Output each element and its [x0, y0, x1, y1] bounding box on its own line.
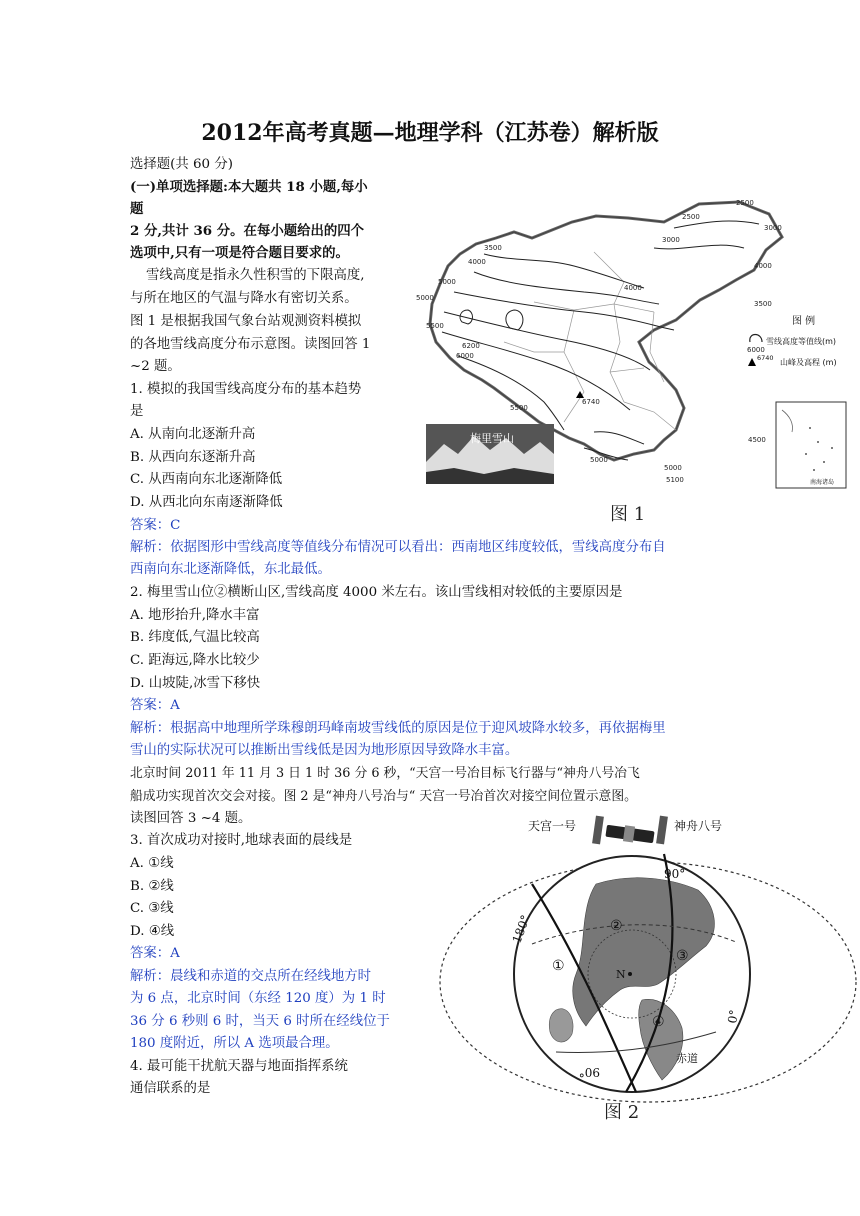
contour-label: 5000: [438, 278, 456, 286]
question-stem: 是: [130, 404, 144, 419]
photo-label: 梅里雪山: [470, 432, 514, 445]
answer: 答案：A: [130, 946, 180, 961]
line-label: ③: [676, 948, 689, 964]
analysis: 解析：根据高中地理所学珠穆朗玛峰南坡雪线低的原因是位于迎风坡降水较多，再依据梅里: [130, 721, 666, 736]
question-stem: 通信联系的是: [130, 1081, 211, 1096]
contour-label: 4000: [624, 284, 642, 292]
longitude-label: 90°: [578, 1065, 600, 1079]
figure-2-caption: 图 2: [604, 1102, 640, 1123]
legend-contour-value: 6000: [747, 346, 765, 354]
china-outline: [430, 202, 782, 460]
peak-triangle-icon: [576, 391, 584, 398]
option: C. 从西南向东北逐渐降低: [130, 472, 283, 487]
contour-label: 2500: [682, 213, 700, 221]
line-label: ①: [552, 958, 565, 974]
line-label: ②: [610, 918, 623, 934]
option: C. ③线: [130, 901, 174, 916]
equator-label: 赤道: [676, 1052, 698, 1065]
contour-label: 5100: [666, 476, 684, 484]
north-pole-label: N: [616, 968, 626, 981]
peak-legend-icon: [748, 358, 756, 366]
intro-line: 读图回答 3 ~4 题。: [130, 811, 252, 826]
intro-line: 北京时间 2011 年 11 月 3 日 1 时 36 分 6 秒，“天宫一号冶目标飞行器与“神舟八号冶飞: [130, 766, 640, 781]
analysis: 雪山的实际状况可以推断出雪线低是因为地形原因导致降水丰富。: [130, 743, 519, 758]
analysis: 解析：依据图形中雪线高度等值线分布情况可以看出：西南地区纬度较低，雪线高度分布自: [130, 540, 666, 555]
intro-line: 雪线高度是指永久性积雪的下限高度,: [146, 268, 365, 283]
analysis: 解析：晨线和赤道的交点所在经线地方时: [130, 969, 372, 984]
figure-1-snowline-map: [414, 192, 860, 528]
contour-label: 6200: [462, 342, 480, 350]
intro-line: 船成功实现首次交会对接。图 2 是“神舟八号冶与“ 天宫一号冶首次对接空间位置示意图。: [130, 789, 637, 804]
part-header-line: 题: [130, 201, 144, 217]
analysis: 180 度附近，所以 A 选项最合理。: [130, 1036, 339, 1051]
contour-label: 4500: [748, 436, 766, 444]
analysis: 西南向东北逐渐降低，东北最低。: [130, 562, 331, 577]
contour-label: 6000: [456, 352, 474, 360]
intro-line: 图 1 是根据我国气象台站观测资料模拟: [130, 314, 362, 329]
intro-line: 与所在地区的气温与降水有密切关系。: [130, 291, 358, 306]
page-title: 2012年高考真题—地理学科（江苏卷）解析版: [201, 120, 659, 146]
option: A. ①线: [130, 856, 174, 871]
spacecraft-docked-icon: [592, 816, 668, 845]
figure-1-caption: 图 1: [610, 504, 646, 525]
contour-label: 2500: [736, 199, 754, 207]
contour-label: 3500: [754, 300, 772, 308]
contour-label: 3000: [764, 224, 782, 232]
contour-legend-icon: [750, 335, 762, 343]
option: B. 从西向东逐渐升高: [130, 450, 256, 465]
part-header-line: (一)单项选择题:本大题共 18 小题,每小: [130, 179, 368, 195]
option: A. 地形抬升,降水丰富: [130, 608, 260, 623]
contour-label: 5500: [426, 322, 444, 330]
legend-title: 图 例: [792, 316, 816, 327]
option: D. 从西北向东南逐渐降低: [130, 495, 283, 510]
legend-peak-label: 山峰及高程 (m): [780, 358, 837, 367]
longitude-label: 180°: [509, 913, 533, 946]
question-stem: 3. 首次成功对接时,地球表面的晨线是: [130, 833, 353, 848]
contour-label: 4000: [754, 262, 772, 270]
answer: 答案：C: [130, 518, 181, 533]
contour-label: 4000: [468, 258, 486, 266]
option: B. ②线: [130, 879, 174, 894]
inset-label: 南海诸岛: [810, 479, 835, 486]
question-stem: 1. 模拟的我国雪线高度分布的基本趋势: [130, 382, 362, 397]
question-stem: 2. 梅里雪山位②横断山区,雪线高度 4000 米左右。该山雪线相对较低的主要原因是: [130, 585, 623, 600]
line-label: ④: [652, 1014, 665, 1030]
option: D. ④线: [130, 924, 175, 939]
tiangong-label: 天宫一号: [528, 819, 577, 833]
contour-label: 3500: [484, 244, 502, 252]
longitude-label: 0°: [725, 1008, 742, 1025]
contour-label: 5000: [664, 464, 682, 472]
part-header-line: 选项中,只有一项是符合题目要求的。: [130, 245, 349, 261]
legend-contour-label: 雪线高度等值线(m): [766, 337, 837, 346]
analysis: 为 6 点，北京时间（东经 120 度）为 1 时: [130, 991, 386, 1006]
contour-label: 3000: [662, 236, 680, 244]
answer: 答案：A: [130, 698, 180, 713]
figure-2-docking-diagram: [436, 814, 860, 1126]
part-header-line: 2 分,共计 36 分。在每小题给出的四个: [130, 223, 365, 239]
south-china-sea-inset: [776, 402, 846, 488]
contour-label: 5000: [590, 456, 608, 464]
intro-line: 的各地雪线高度分布示意图。读图回答 1: [130, 337, 371, 352]
shenzhou-label: 神舟八号: [674, 819, 723, 833]
option: D. 山坡陡,冰雪下移快: [130, 676, 261, 691]
intro-line: ~2 题。: [130, 359, 181, 374]
option: C. 距海远,降水比较少: [130, 653, 260, 668]
question-stem: 4. 最可能干扰航天器与地面指挥系统: [130, 1059, 348, 1074]
analysis: 36 分 6 秒则 6 时，当天 6 时所在经线位于: [130, 1014, 390, 1029]
section-heading: 选择题(共 60 分): [130, 157, 233, 172]
legend-peak-value: 6740: [757, 354, 774, 362]
longitude-label: 90°: [664, 867, 686, 881]
contour-label: 5000: [416, 294, 434, 302]
contour-label: 5500: [510, 404, 528, 412]
option: A. 从南向北逐渐升高: [130, 427, 256, 442]
option: B. 纬度低,气温比较高: [130, 630, 260, 645]
peak-elevation-label: 6740: [582, 398, 600, 406]
